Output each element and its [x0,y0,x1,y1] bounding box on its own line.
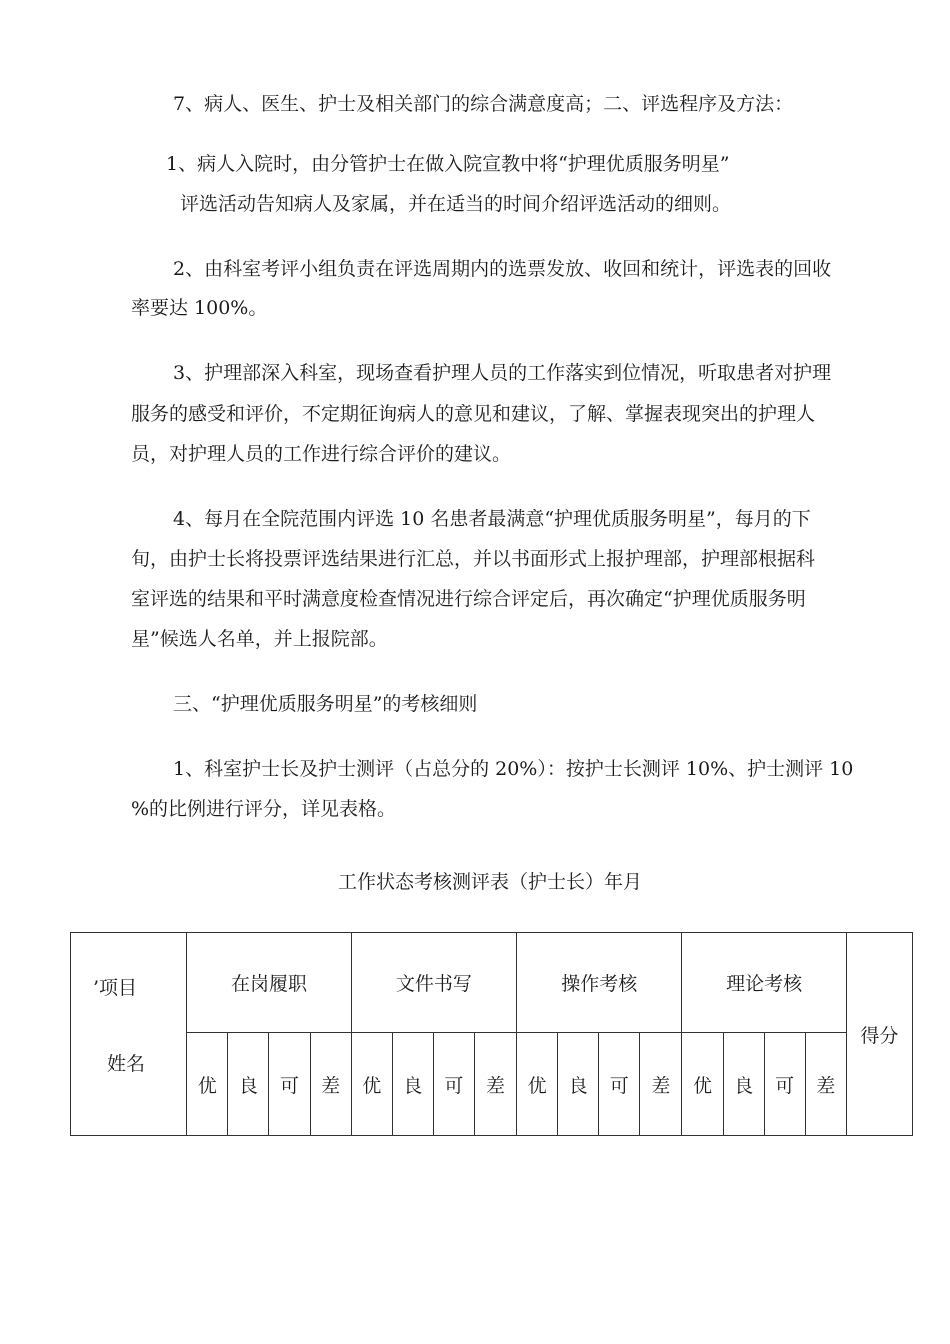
paragraph-line: 4、每月在全院范围内评选 10 名患者最满意“护理优质服务明星”，每月的下 [173,508,811,530]
paragraph-line: %的比例进行评分，详见表格。 [131,798,397,820]
grade-cell: 可 [269,1033,310,1136]
grade-cell: 良 [228,1033,269,1136]
grade-cell: 可 [599,1033,640,1136]
paragraph-line: 服务的感受和评价，不定期征询病人的意见和建议，了解、掌握表现突出的护理人 [131,403,816,425]
item-label: ’项目 [93,977,138,999]
grade-cell: 优 [351,1033,392,1136]
corner-header-cell [71,933,187,1136]
paragraph-line: 室评选的结果和平时满意度检查情况进行综合评定后，再次确定“护理优质服务明 [131,588,806,610]
name-label: 姓名 [107,1053,146,1075]
paragraph-line: 旬，由护士长将投票评选结果进行汇总，并以书面形式上报护理部，护理部根据科 [131,548,816,570]
paragraph-line: 3、护理部深入科室，现场查看护理人员的工作落实到位情况，听取患者对护理 [173,362,832,384]
grade-cell: 良 [558,1033,599,1136]
grade-cell: 差 [805,1033,846,1136]
paragraph-line: 1、病人入院时，由分管护士在做入院宣教中将“护理优质服务明星” [166,153,730,175]
grade-cell: 可 [764,1033,805,1136]
group-header-writing: 文件书写 [351,933,516,1033]
score-header: 得分 [846,933,912,1136]
grade-cell: 差 [310,1033,351,1136]
grade-cell: 良 [723,1033,764,1136]
evaluation-table [70,932,913,1136]
paragraph-line: 2、由科室考评小组负责在评选周期内的选票发放、收回和统计，评选表的回收 [173,258,832,280]
grade-cell: 优 [517,1033,558,1136]
table-caption: 工作状态考核测评表（护士长）年月 [337,871,642,893]
grade-cell: 可 [433,1033,474,1136]
group-header-duty: 在岗履职 [187,933,351,1033]
group-header-operation: 操作考核 [517,933,682,1033]
grade-cell: 良 [392,1033,433,1136]
grade-cell: 差 [474,1033,516,1136]
paragraph-line: 1、科室护士长及护士测评（占总分的 20%）：按护士长测评 10%、护士测评 10 [173,758,854,780]
grade-cell: 优 [682,1033,723,1136]
paragraph-line: 评选活动告知病人及家属，并在适当的时间介绍评选活动的细则。 [180,193,732,215]
paragraph-line: 率要达 100%。 [131,297,268,319]
paragraph-line: 员，对护理人员的工作进行综合评价的建议。 [131,443,512,465]
paragraph-line: 星”候选人名单，并上报院部。 [131,628,388,650]
grade-cell: 优 [187,1033,228,1136]
paragraph-line: 7、病人、医生、护士及相关部门的综合满意度高；二、评选程序及方法： [173,93,794,115]
group-header-theory: 理论考核 [682,933,846,1033]
grade-cell: 差 [640,1033,682,1136]
section-heading: 三、“护理优质服务明星”的考核细则 [173,693,478,715]
